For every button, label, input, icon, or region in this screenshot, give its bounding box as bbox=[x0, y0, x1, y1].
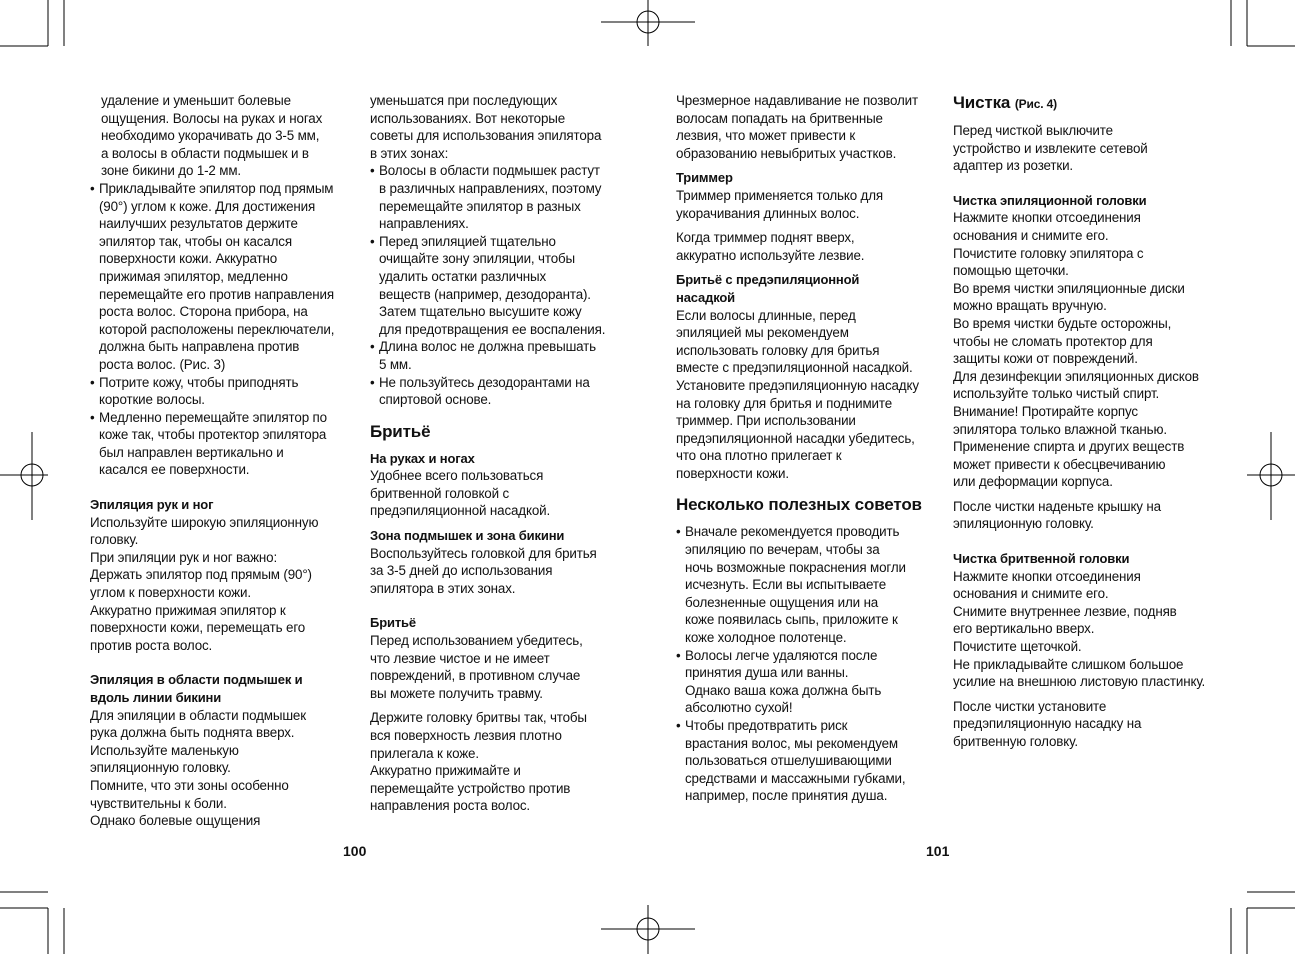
text-line: После чистки наденьте крышку на bbox=[953, 498, 1161, 514]
section-title-text: Чистка bbox=[953, 93, 1011, 112]
text-line: поверхности кожи. bbox=[676, 465, 789, 481]
bullet-item bbox=[90, 409, 352, 479]
text-line: Почистите головку эпилятора с bbox=[953, 245, 1144, 261]
text-line: необходимо укорачивать до 3-5 мм, bbox=[101, 128, 320, 144]
bullet-item bbox=[90, 374, 352, 409]
text-line: При эпиляции рук и ног важно: bbox=[90, 549, 278, 565]
subsection-heading: На руках и ногах bbox=[370, 450, 475, 466]
text-line: • Не пользуйтесь дезодорантами на bbox=[379, 374, 590, 390]
text-line: коже холодное полотенце. bbox=[685, 630, 847, 646]
bullet-item bbox=[370, 233, 632, 339]
text-line: советы для использования эпилятора bbox=[370, 128, 602, 144]
column-4 bbox=[953, 92, 1215, 751]
page-number-left: 100 bbox=[343, 843, 367, 859]
text-line: повреждений, в противном случае bbox=[370, 668, 581, 684]
text-line: эпиляционную головку. bbox=[953, 516, 1094, 532]
text-line: использованиях. Вот некоторые bbox=[370, 110, 566, 126]
section-heading: вдоль линии бикини bbox=[90, 690, 222, 705]
text-line: Если волосы длинные, перед bbox=[676, 307, 856, 323]
text-line: или деформации корпуса. bbox=[953, 474, 1113, 490]
subsection-heading: Бритьё с предэпиляционной bbox=[676, 272, 860, 288]
text-line: роста волос. (Рис. 3) bbox=[99, 356, 226, 372]
text-line: врастания волос, мы рекомендуем bbox=[685, 735, 898, 751]
text-line: удаление и уменьшит болевые bbox=[101, 93, 291, 108]
text-line: Нажмите кнопки отсоединения bbox=[953, 210, 1141, 226]
intro-paragraph bbox=[90, 92, 352, 180]
text-line: перемещайте устройство против bbox=[370, 780, 571, 796]
text-line: вместе с предэпиляционной насадкой. bbox=[676, 360, 913, 376]
text-line: абсолютно сухой! bbox=[685, 700, 793, 716]
text-line: лезвия, что может привести к bbox=[676, 128, 856, 144]
bullet-item bbox=[370, 374, 632, 409]
text-line: устройство и извлеките сетевой bbox=[953, 140, 1148, 156]
text-line: • Перед эпиляцией тщательно bbox=[379, 233, 556, 249]
text-line: Помните, что эти зоны особенно bbox=[90, 777, 289, 793]
text-line: Внимание! Протирайте корпус bbox=[953, 403, 1138, 419]
subsection-heading: Триммер bbox=[676, 170, 733, 186]
text-line: • Медленно перемещайте эпилятор по bbox=[99, 409, 327, 425]
text-line: Когда триммер поднят вверх, bbox=[676, 230, 855, 246]
text-line: предэпиляционной насадкой. bbox=[370, 503, 551, 519]
text-line: в различных направлениях, поэтому bbox=[379, 180, 602, 196]
text-line: эпиляционную головку. bbox=[90, 760, 231, 776]
text-line: Триммер применяется только для bbox=[676, 187, 883, 203]
text-line: предэпиляционной насадки убедитесь, bbox=[676, 430, 915, 446]
section-title: Несколько полезных советов bbox=[676, 495, 922, 515]
bullet-item bbox=[370, 338, 632, 373]
subsection-heading: Чистка бритвенной головки bbox=[953, 551, 1130, 567]
text-line: • Длина волос не должна превышать bbox=[379, 339, 596, 355]
text-line: ночь возможные покраснения могли bbox=[685, 559, 906, 575]
text-line: Нажмите кнопки отсоединения bbox=[953, 568, 1141, 584]
section-heading: Эпиляция рук и ног bbox=[90, 497, 214, 513]
text-line: касался ее поверхности. bbox=[99, 462, 250, 478]
text-line: в этих зонах: bbox=[370, 145, 449, 161]
text-line: принятия душа или ванны. bbox=[685, 665, 849, 681]
text-line: исчезнуть. Если вы испытываете bbox=[685, 577, 887, 593]
text-line: средствами и массажными губками, bbox=[685, 770, 906, 786]
text-line: Однако ваша кожа должна быть bbox=[685, 682, 882, 698]
figure-reference: (Рис. 4) bbox=[1014, 97, 1058, 111]
text-line: эпилятора только влажной тканью. bbox=[953, 421, 1167, 437]
text-line: основания и снимите его. bbox=[953, 227, 1109, 243]
text-line: Не прикладывайте слишком большое bbox=[953, 656, 1184, 672]
text-line: защиты кожи от повреждений. bbox=[953, 351, 1138, 367]
text-line: направления роста волос. bbox=[370, 798, 530, 814]
text-line: чтобы не сломать протектор для bbox=[953, 333, 1153, 349]
text-line: что лезвие чистое и не имеет bbox=[370, 650, 550, 666]
text-line: основания и снимите его. bbox=[953, 586, 1109, 602]
text-line: Используйте широкую эпиляционную bbox=[90, 514, 319, 530]
text-line: Аккуратно прижимая эпилятор к bbox=[90, 602, 286, 618]
text-line: эпилятора в этих зонах. bbox=[370, 580, 516, 596]
text-line: Затем тщательно высушите кожу bbox=[379, 304, 582, 320]
text-line: После чистки установите bbox=[953, 698, 1107, 714]
text-line: например, после принятия душа. bbox=[685, 788, 888, 804]
text-line: бритвенную головку. bbox=[953, 734, 1078, 749]
text-line: Перед чисткой выключите bbox=[953, 123, 1113, 138]
text-line: спиртовой основе. bbox=[379, 392, 492, 408]
text-line: 5 мм. bbox=[379, 356, 412, 372]
bullet-item bbox=[676, 717, 936, 805]
text-line: роста волос. Сторона прибора, на bbox=[99, 304, 308, 320]
text-line: поверхности кожи, перемещать его bbox=[90, 620, 306, 636]
text-line: что она плотно прилегает к bbox=[676, 448, 842, 464]
text-line: Применение спирта и других веществ bbox=[953, 439, 1185, 455]
column-2 bbox=[370, 92, 632, 815]
text-line: Снимите внутреннее лезвие, подняв bbox=[953, 603, 1177, 619]
text-line: прилегала к коже. bbox=[370, 745, 479, 761]
text-line: вы можете получить травму. bbox=[370, 685, 543, 701]
text-line: • Волосы в области подмышек растут bbox=[379, 163, 600, 179]
text-line: вся поверхность лезвия плотно bbox=[370, 728, 562, 743]
subsection-heading: насадкой bbox=[676, 289, 736, 305]
text-line: используйте только чистый спирт. bbox=[953, 386, 1160, 402]
text-line: Однако болевые ощущения bbox=[90, 813, 261, 829]
text-line: коже появилась сыпь, приложите к bbox=[685, 612, 898, 628]
text-line: короткие волосы. bbox=[99, 392, 205, 408]
text-line: углом к поверхности кожи. bbox=[90, 585, 251, 601]
text-line: укорачивания длинных волос. bbox=[676, 205, 860, 221]
text-line: наилучших результатов держите bbox=[99, 216, 298, 232]
column-1 bbox=[90, 92, 352, 830]
text-line: болезненные ощущения или на bbox=[685, 594, 879, 610]
section-title: Бритьё bbox=[370, 421, 431, 441]
text-line: ощущения. Волосы на руках и ногах bbox=[101, 110, 323, 126]
text-line: на головку для бритья и поднимите bbox=[676, 395, 892, 411]
text-line: бритвенной головкой с bbox=[370, 485, 510, 501]
text-line: должна быть направлена против bbox=[99, 339, 300, 355]
column-3 bbox=[676, 92, 936, 805]
text-line: а волосы в области подмышек и в bbox=[101, 145, 309, 161]
text-line: Держать эпилятор под прямым (90°) bbox=[90, 567, 312, 583]
text-line: можно вращать вручную. bbox=[953, 298, 1107, 314]
text-line: перемещайте его против направления bbox=[99, 286, 334, 302]
text-line: использовать головку для бритья bbox=[676, 342, 880, 358]
text-line: • Вначале рекомендуется проводить bbox=[685, 524, 900, 540]
text-line: для предотвращения ее воспаления. bbox=[379, 321, 606, 337]
text-line: уменьшатся при последующих bbox=[370, 93, 558, 108]
text-line: поверхности кожи. Аккуратно bbox=[99, 251, 278, 267]
text-line: Удобнее всего пользоваться bbox=[370, 468, 544, 484]
page-number-right: 101 bbox=[926, 843, 950, 859]
text-line: Для дезинфекции эпиляционных дисков bbox=[953, 368, 1199, 384]
text-line: Воспользуйтесь головкой для бритья bbox=[370, 545, 597, 561]
text-line: Во время чистки эпиляционные диски bbox=[953, 280, 1185, 296]
bullet-item bbox=[676, 523, 936, 646]
text-line: которой расположены переключатели, bbox=[99, 321, 335, 337]
subsection-heading: Зона подмышек и зона бикини bbox=[370, 528, 565, 544]
text-line: триммер. При использовании bbox=[676, 413, 856, 429]
text-line: прижимая эпилятор, медленно bbox=[99, 268, 288, 284]
text-line: веществ (например, дезодоранта). bbox=[379, 286, 591, 302]
text-line: перемещайте эпилятор в разных bbox=[379, 198, 581, 214]
subsection-heading: Бритьё bbox=[370, 615, 416, 631]
text-line: головку. bbox=[90, 532, 139, 548]
subsection-heading: Чистка эпиляционной головки bbox=[953, 192, 1147, 208]
text-line: (90°) углом к коже. Для достижения bbox=[99, 198, 316, 214]
text-line: очищайте зону эпиляции, чтобы bbox=[379, 251, 575, 267]
text-line: Аккуратно прижимайте и bbox=[370, 763, 521, 779]
text-line: • Прикладывайте эпилятор под прямым bbox=[99, 180, 334, 196]
text-line: рука должна быть поднята вверх. bbox=[90, 725, 295, 741]
text-line: удалить остатки различных bbox=[379, 268, 547, 284]
text-line: за 3-5 дней до использования bbox=[370, 563, 553, 579]
text-line: • Чтобы предотвратить риск bbox=[685, 718, 848, 733]
text-line: эпиляцию по вечерам, чтобы за bbox=[685, 542, 880, 558]
text-line: Перед использованием убедитесь, bbox=[370, 633, 583, 649]
text-line: усилие на внешнюю листовую пластинку. bbox=[953, 674, 1206, 690]
section-title bbox=[953, 92, 1215, 115]
text-line: Почистите щеточкой. bbox=[953, 639, 1082, 655]
text-line: зоне бикини до 1-2 мм. bbox=[101, 163, 241, 179]
section-heading: Эпиляция в области подмышек и bbox=[90, 672, 303, 688]
text-line: коже так, чтобы протектор эпилятора bbox=[99, 427, 327, 443]
text-line: был направлен вертикально и bbox=[99, 444, 284, 460]
text-line: направлениях. bbox=[379, 216, 469, 232]
text-line: может привести к обесцвечиванию bbox=[953, 456, 1166, 472]
text-line: • Потрите кожу, чтобы приподнять bbox=[99, 374, 299, 390]
bullet-item bbox=[370, 162, 632, 232]
text-line: Для эпиляции в области подмышек bbox=[90, 707, 306, 723]
text-line: адаптер из розетки. bbox=[953, 158, 1073, 174]
text-line: Установите предэпиляционную насадку bbox=[676, 377, 919, 393]
bullet-item bbox=[90, 180, 352, 374]
text-line: Во время чистки будьте осторожны, bbox=[953, 315, 1172, 331]
text-line: Держите головку бритвы так, чтобы bbox=[370, 710, 587, 726]
text-line: волосам попадать на бритвенные bbox=[676, 110, 883, 126]
text-line: эпиляцией мы рекомендуем bbox=[676, 325, 849, 341]
text-line: чувствительны к боли. bbox=[90, 795, 227, 811]
text-line: аккуратно используйте лезвие. bbox=[676, 247, 865, 263]
text-line: эпилятор так, чтобы он касался bbox=[99, 233, 292, 249]
text-line: образованию невыбритых участков. bbox=[676, 145, 897, 161]
text-line: помощью щеточки. bbox=[953, 263, 1069, 279]
bullet-item bbox=[676, 647, 936, 717]
text-line: Чрезмерное надавливание не позволит bbox=[676, 93, 918, 108]
text-line: • Волосы легче удаляются после bbox=[685, 647, 878, 663]
text-line: предэпиляционную насадку на bbox=[953, 716, 1142, 732]
text-line: его вертикально вверх. bbox=[953, 621, 1095, 637]
text-line: пользоваться отшелушивающими bbox=[685, 753, 892, 769]
text-line: Используйте маленькую bbox=[90, 742, 239, 758]
text-line: против роста волос. bbox=[90, 637, 213, 653]
